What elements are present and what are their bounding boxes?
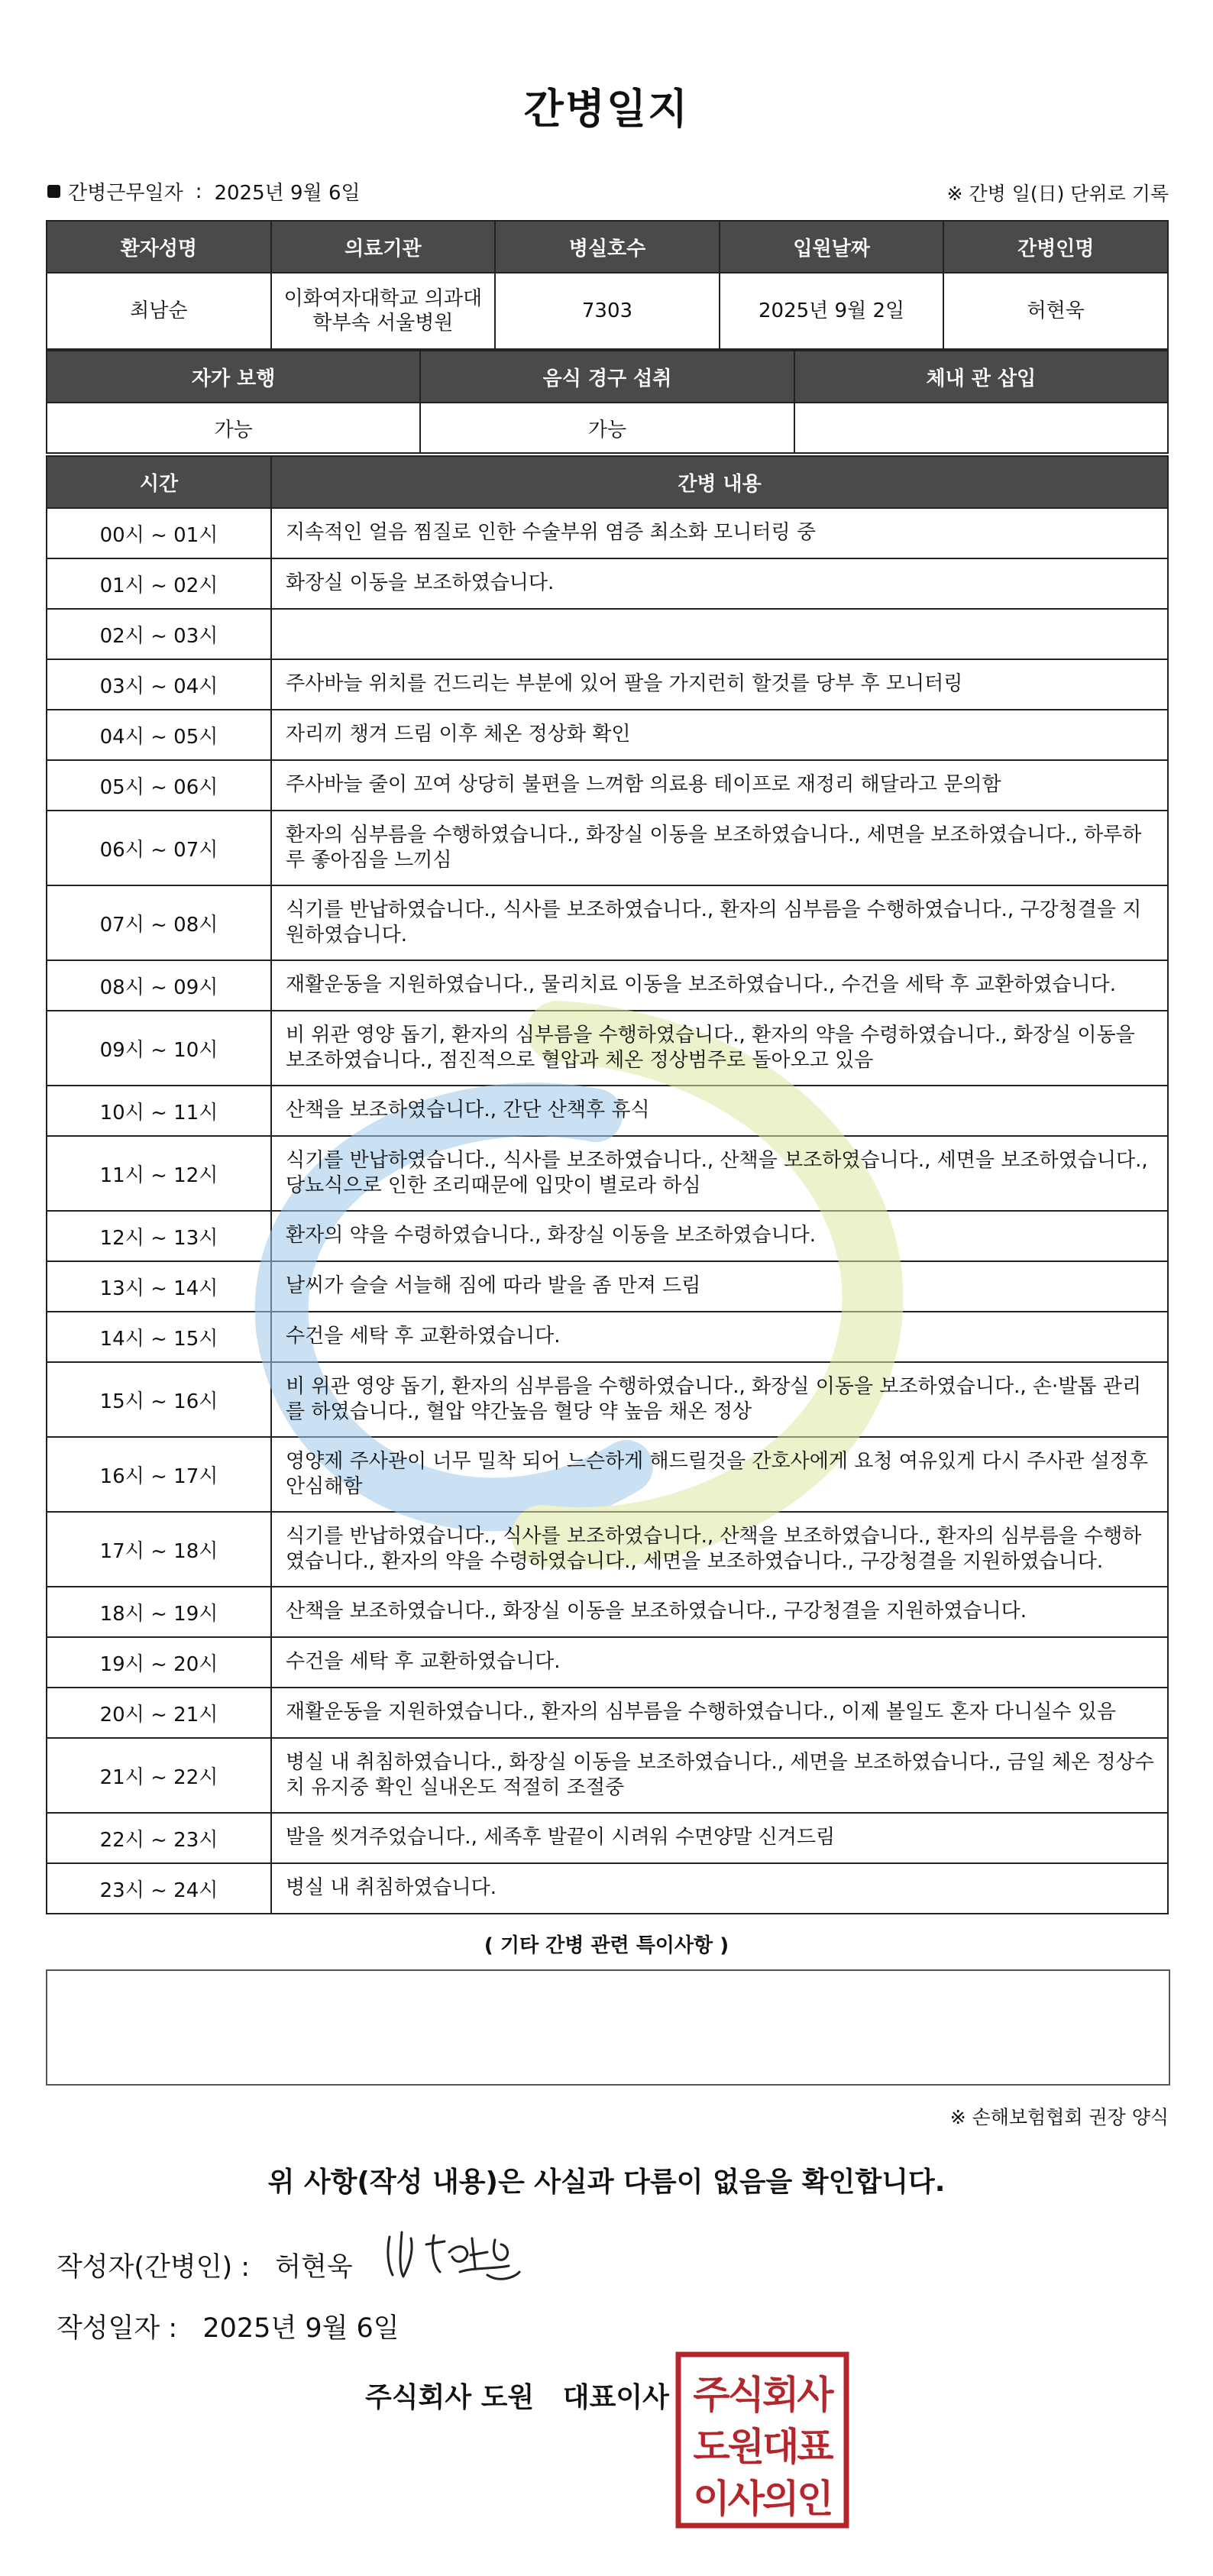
medical-institution: 이화여자대학교 의과대학부속 서울병원 xyxy=(271,273,496,349)
log-content: 지속적인 얼음 찜질로 인한 수술부위 염증 최소화 모니터링 중 xyxy=(271,508,1168,558)
status-header: 음식 경구 섭취 xyxy=(420,351,794,403)
log-row xyxy=(47,760,1168,811)
seal-line-3: 이사의인 xyxy=(693,2477,832,2521)
log-row xyxy=(47,659,1168,710)
log-time: 06시 ~ 07시 xyxy=(47,811,271,885)
log-content: 영양제 주사관이 너무 밀착 되어 느슨하게 해드릴것을 간호사에게 요청 여유있게 다시 주사관 설정후 안심해함 xyxy=(271,1437,1168,1512)
log-content: 자리끼 챙겨 드림 이후 체온 정상화 확인 xyxy=(271,710,1168,760)
log-content: 산책을 보조하였습니다., 간단 산책후 휴식 xyxy=(271,1086,1168,1136)
log-time: 12시 ~ 13시 xyxy=(47,1211,271,1261)
log-row xyxy=(47,811,1168,885)
log-row xyxy=(47,1738,1168,1813)
oral-intake-value: 가능 xyxy=(420,403,794,453)
log-time: 01시 ~ 02시 xyxy=(47,558,271,609)
log-content: 병실 내 취침하였습니다. xyxy=(271,1863,1168,1914)
confirmation-statement: 위 사항(작성 내용)은 사실과 다름이 없음을 확인합니다. xyxy=(267,2167,946,2198)
seal-line-1: 주식회사 xyxy=(693,2373,832,2417)
log-row xyxy=(47,1512,1168,1587)
patient-header: 의료기관 xyxy=(271,221,496,273)
log-time: 23시 ~ 24시 xyxy=(47,1863,271,1914)
log-content: 수건을 세탁 후 교환하였습니다. xyxy=(271,1637,1168,1688)
remarks-box xyxy=(46,1969,1170,2086)
log-time: 08시 ~ 09시 xyxy=(47,960,271,1011)
log-time: 04시 ~ 05시 xyxy=(47,710,271,760)
log-row xyxy=(47,1437,1168,1512)
log-content: 수건을 세탁 후 교환하였습니다. xyxy=(271,1312,1168,1362)
patient-header: 환자성명 xyxy=(47,221,271,273)
log-content: 식기를 반납하였습니다., 식사를 보조하였습니다., 환자의 심부름을 수행하였습니다., 구강청결을 지원하였습니다. xyxy=(271,885,1168,960)
patient-status-table xyxy=(46,350,1169,454)
log-time: 14시 ~ 15시 xyxy=(47,1312,271,1362)
log-time: 22시 ~ 23시 xyxy=(47,1813,271,1863)
status-header: 자가 보행 xyxy=(47,351,420,403)
self-walking-value: 가능 xyxy=(47,403,420,453)
room-number: 7303 xyxy=(495,273,720,349)
log-row xyxy=(47,1362,1168,1437)
patient-header: 병실호수 xyxy=(495,221,720,273)
patient-info-table xyxy=(46,220,1169,350)
log-row xyxy=(47,558,1168,609)
care-log-table xyxy=(46,455,1169,1914)
author-name: 허현욱 xyxy=(275,2252,353,2283)
log-content: 비 위관 영양 돕기, 환자의 심부름을 수행하였습니다., 환자의 약을 수령하였습니다., 화장실 이동을 보조하였습니다., 점진적으로 혈압과 체온 정상범주로 돌아오고 있음 xyxy=(271,1011,1168,1086)
log-row xyxy=(47,960,1168,1011)
log-row xyxy=(47,1813,1168,1863)
log-time: 15시 ~ 16시 xyxy=(47,1362,271,1437)
log-content: 비 위관 영양 돕기, 환자의 심부름을 수행하였습니다., 화장실 이동을 보조하였습니다., 손·발톱 관리를 하였습니다., 혈압 약간높음 혈당 약 높음 채온 정상 xyxy=(271,1362,1168,1437)
log-time: 10시 ~ 11시 xyxy=(47,1086,271,1136)
seal-line-2: 도원대표 xyxy=(693,2425,832,2469)
log-row xyxy=(47,609,1168,659)
log-time: 00시 ~ 01시 xyxy=(47,508,271,558)
log-time: 16시 ~ 17시 xyxy=(47,1437,271,1512)
company-representative: 주식회사 도원 대표이사 xyxy=(365,2382,669,2413)
record-unit-note: ※ 간병 일(日) 단위로 기록 xyxy=(946,183,1169,205)
log-content: 날씨가 슬슬 서늘해 짐에 따라 발을 좀 만져 드림 xyxy=(271,1261,1168,1312)
log-time: 09시 ~ 10시 xyxy=(47,1011,271,1086)
log-content: 발을 씻겨주었습니다., 세족후 발끝이 시려워 수면양말 신겨드림 xyxy=(271,1813,1168,1863)
log-row xyxy=(47,1211,1168,1261)
log-content: 재활운동을 지원하였습니다., 물리치료 이동을 보조하였습니다., 수건을 세탁 후 교환하였습니다. xyxy=(271,960,1168,1011)
log-content: 식기를 반납하였습니다., 식사를 보조하였습니다., 산책을 보조하였습니다., 환자의 심부름을 수행하였습니다., 환자의 약을 수령하였습니다., 세면을 보조하였습니다., 구강청결을 지원하였습니다. xyxy=(271,1512,1168,1587)
log-row xyxy=(47,1312,1168,1362)
time-header: 시간 xyxy=(47,456,271,508)
log-time: 03시 ~ 04시 xyxy=(47,659,271,710)
log-content: 주사바늘 위치를 건드리는 부분에 있어 팔을 가지런히 할것를 당부 후 모니터링 xyxy=(271,659,1168,710)
date-value: 2025년 9월 6일 xyxy=(202,2313,399,2344)
date-label: 작성일자 : xyxy=(57,2313,178,2344)
log-row xyxy=(47,1086,1168,1136)
log-row xyxy=(47,1261,1168,1312)
date-line xyxy=(57,2307,399,2345)
tube-insertion-value xyxy=(794,403,1168,453)
log-row xyxy=(47,1688,1168,1738)
work-date-label: 간병근무일자 xyxy=(68,182,183,205)
work-date-value: 2025년 9월 6일 xyxy=(214,182,361,205)
status-header: 체내 관 삽입 xyxy=(794,351,1168,403)
work-date xyxy=(47,177,361,205)
log-row xyxy=(47,1136,1168,1211)
log-content: 산책을 보조하였습니다., 화장실 이동을 보조하였습니다., 구강청결을 지원하였습니다. xyxy=(271,1587,1168,1637)
company-seal-stamp xyxy=(675,2351,849,2529)
log-content: 화장실 이동을 보조하였습니다. xyxy=(271,558,1168,609)
log-row xyxy=(47,508,1168,558)
log-time: 18시 ~ 19시 xyxy=(47,1587,271,1637)
log-row xyxy=(47,710,1168,760)
content-header: 간병 내용 xyxy=(271,456,1168,508)
log-time: 07시 ~ 08시 xyxy=(47,885,271,960)
signature-icon xyxy=(380,2222,526,2290)
log-time: 05시 ~ 06시 xyxy=(47,760,271,811)
caregiver-name: 허현욱 xyxy=(943,273,1168,349)
work-date-separator: : xyxy=(195,180,202,203)
log-time: 17시 ~ 18시 xyxy=(47,1512,271,1587)
remarks-title: ( 기타 간병 관련 특이사항 ) xyxy=(484,1934,729,1957)
patient-name: 최남순 xyxy=(47,273,271,349)
log-content: 환자의 심부름을 수행하였습니다., 화장실 이동을 보조하였습니다., 세면을 보조하였습니다., 하루하루 좋아짐을 느끼심 xyxy=(271,811,1168,885)
log-row xyxy=(47,1863,1168,1914)
log-content: 환자의 약을 수령하였습니다., 화장실 이동을 보조하였습니다. xyxy=(271,1211,1168,1261)
log-time: 19시 ~ 20시 xyxy=(47,1637,271,1688)
log-time: 11시 ~ 12시 xyxy=(47,1136,271,1211)
log-row xyxy=(47,885,1168,960)
log-content xyxy=(271,609,1168,659)
admission-date: 2025년 9월 2일 xyxy=(720,273,944,349)
log-content: 재활운동을 지원하였습니다., 환자의 심부름을 수행하였습니다., 이제 볼일도 혼자 다니실수 있음 xyxy=(271,1688,1168,1738)
page-title: 간병일지 xyxy=(523,85,690,133)
log-content: 식기를 반납하였습니다., 식사를 보조하였습니다., 산책을 보조하였습니다., 세면을 보조하였습니다., 당뇨식으로 인한 조리때문에 입맛이 별로라 하심 xyxy=(271,1136,1168,1211)
patient-header: 간병인명 xyxy=(943,221,1168,273)
log-time: 21시 ~ 22시 xyxy=(47,1738,271,1813)
log-row xyxy=(47,1587,1168,1637)
bullet-square-icon xyxy=(47,185,60,198)
patient-header: 입원날짜 xyxy=(720,221,944,273)
log-time: 13시 ~ 14시 xyxy=(47,1261,271,1312)
log-row xyxy=(47,1011,1168,1086)
log-content: 주사바늘 줄이 꼬여 상당히 불편을 느껴함 의료용 테이프로 재정리 해달라고 문의함 xyxy=(271,760,1168,811)
log-content: 병실 내 취침하였습니다., 화장실 이동을 보조하였습니다., 세면을 보조하였습니다., 금일 체온 정상수치 유지중 확인 실내온도 적절히 조절중 xyxy=(271,1738,1168,1813)
log-row xyxy=(47,1637,1168,1688)
log-time: 20시 ~ 21시 xyxy=(47,1688,271,1738)
log-time: 02시 ~ 03시 xyxy=(47,609,271,659)
author-line xyxy=(57,2246,353,2284)
author-label: 작성자(간병인) : xyxy=(57,2252,251,2283)
association-note: ※ 손해보험협회 권장 양식 xyxy=(949,2106,1169,2128)
